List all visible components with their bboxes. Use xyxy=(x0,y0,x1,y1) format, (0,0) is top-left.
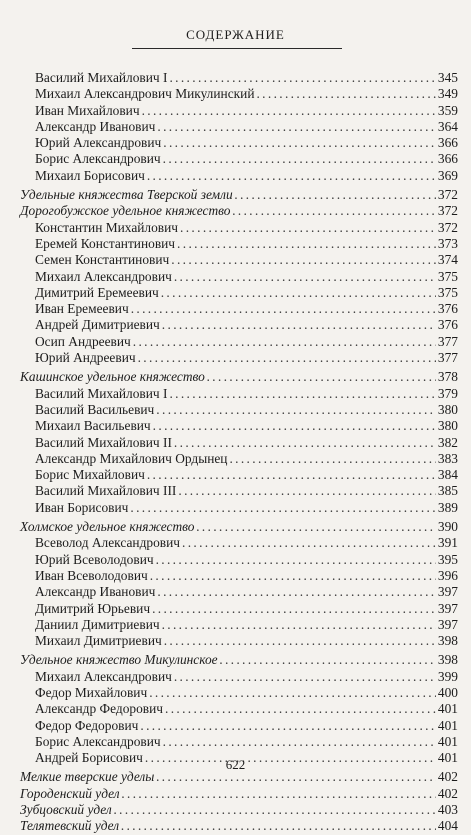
dot-leader xyxy=(165,701,436,717)
toc-entry xyxy=(20,435,458,451)
toc-entry-label: Василий Михайлович I xyxy=(35,385,168,401)
toc-entry-page: 401 xyxy=(437,717,458,733)
dot-leader xyxy=(122,786,436,802)
toc-entry-page: 378 xyxy=(437,369,458,385)
dot-leader xyxy=(163,734,436,750)
toc-section-entry xyxy=(20,786,458,802)
toc-entry-page: 398 xyxy=(437,633,458,649)
toc-entry-label: Иван Еремеевич xyxy=(35,301,129,317)
dot-leader xyxy=(149,685,436,701)
toc-entry-page: 390 xyxy=(437,519,458,535)
dot-leader xyxy=(150,568,436,584)
toc-entry-label: Василий Михайлович III xyxy=(35,483,177,499)
toc-entry xyxy=(20,535,458,551)
toc-entry xyxy=(20,685,458,701)
toc-entry-label: Василий Михайлович I xyxy=(35,70,168,85)
toc-entry-page: 396 xyxy=(437,567,458,583)
toc-section-entry xyxy=(20,818,458,834)
toc-entry-page: 380 xyxy=(437,401,458,417)
toc-entry xyxy=(20,402,458,418)
header-rule xyxy=(132,48,342,49)
toc-entry xyxy=(20,467,458,483)
toc-entry xyxy=(20,285,458,301)
toc-entry-page: 398 xyxy=(437,652,458,668)
dot-leader xyxy=(156,552,436,568)
dot-leader xyxy=(169,386,435,402)
toc-entry xyxy=(20,350,458,366)
toc-entry xyxy=(20,552,458,568)
toc-entry xyxy=(20,451,458,467)
toc-entry-page: 376 xyxy=(437,301,458,317)
dot-leader xyxy=(147,168,436,184)
dot-leader xyxy=(220,652,436,668)
toc-section-entry xyxy=(20,369,458,385)
dot-leader xyxy=(138,350,436,366)
dot-leader xyxy=(156,402,436,418)
toc-entry-page: 369 xyxy=(437,167,458,183)
toc-entry xyxy=(20,86,458,102)
toc-entry-label: Борис Александрович xyxy=(35,151,161,167)
toc-entry-label: Телятевский удел xyxy=(20,818,120,834)
dot-leader xyxy=(178,483,436,499)
dot-leader xyxy=(196,519,435,535)
toc-entry-page: 401 xyxy=(437,750,458,766)
toc-entry-label: Александр Федорович xyxy=(35,701,164,717)
toc-entry xyxy=(20,418,458,434)
dot-leader xyxy=(177,236,436,252)
toc-entry-label: Зубцовский удел xyxy=(20,802,112,818)
toc-entry-page: 400 xyxy=(437,684,458,700)
dot-leader xyxy=(131,301,436,317)
dot-leader xyxy=(121,818,436,834)
toc-entry-label: Федор Михайлович xyxy=(35,684,148,700)
toc-entry-page: 397 xyxy=(437,600,458,616)
toc-entry xyxy=(20,119,458,135)
dot-leader xyxy=(232,203,435,219)
dot-leader xyxy=(140,718,436,734)
toc-entry xyxy=(20,334,458,350)
toc-entry-label: Михаил Димитриевич xyxy=(35,633,162,649)
toc-entry-page: 401 xyxy=(437,701,458,717)
dot-leader xyxy=(174,435,436,451)
toc-entry-label: Юрий Всеволодович xyxy=(35,551,154,567)
toc-entry-label: Дорогобужское удельное княжество xyxy=(20,203,231,219)
toc-entry-page: 366 xyxy=(437,151,458,167)
dot-leader xyxy=(207,369,436,385)
dot-leader xyxy=(114,802,436,818)
dot-leader xyxy=(169,70,435,86)
toc-section-entry xyxy=(20,187,458,203)
toc-entry xyxy=(20,168,458,184)
toc-entry xyxy=(20,718,458,734)
toc-entry-label: Андрей Борисович xyxy=(35,750,143,766)
toc-entry-page: 385 xyxy=(437,483,458,499)
dot-leader xyxy=(256,86,435,102)
toc-entry-label: Даниил Димитриевич xyxy=(35,616,160,632)
toc-entry xyxy=(20,151,458,167)
dot-leader xyxy=(164,633,436,649)
toc-entry-page: 372 xyxy=(437,203,458,219)
toc-entry-page: 399 xyxy=(437,668,458,684)
toc-entry-page: 382 xyxy=(437,434,458,450)
dot-leader xyxy=(180,220,436,236)
dot-leader xyxy=(171,252,436,268)
toc-entry-label: Борис Александрович xyxy=(35,733,161,749)
toc-entry-page: 364 xyxy=(437,118,458,134)
dot-leader xyxy=(142,103,436,119)
dot-leader xyxy=(162,617,436,633)
toc-entry-label: Михаил Александрович xyxy=(35,668,172,684)
toc-entry-page: 377 xyxy=(437,350,458,366)
toc-entry-page: 373 xyxy=(437,235,458,251)
toc-entry-label: Иван Борисович xyxy=(35,499,129,515)
dot-leader xyxy=(133,334,436,350)
toc-entry-label: Михаил Александрович xyxy=(35,268,172,284)
page-header-title: СОДЕРЖАНИЕ xyxy=(186,27,285,42)
toc-entry-label: Александр Иванович xyxy=(35,118,156,134)
toc-entry xyxy=(20,236,458,252)
dot-leader xyxy=(174,669,436,685)
toc-entry-page: 384 xyxy=(437,467,458,483)
toc-entry-label: Городенский удел xyxy=(20,785,120,801)
dot-leader xyxy=(235,187,436,203)
toc-entry-label: Димитрий Еремеевич xyxy=(35,284,159,300)
dot-leader xyxy=(147,467,436,483)
toc-entry-page: 372 xyxy=(437,219,458,235)
toc-entry-label: Борис Михайлович xyxy=(35,467,145,483)
dot-leader xyxy=(162,317,436,333)
toc-entry xyxy=(20,633,458,649)
toc-entry-page: 383 xyxy=(437,450,458,466)
toc-entry-label: Юрий Александрович xyxy=(35,135,162,151)
toc-entry-page: 389 xyxy=(437,499,458,515)
toc-section-entry xyxy=(20,802,458,818)
toc-entry xyxy=(20,317,458,333)
toc-entry-label: Михаил Александрович Микулинский xyxy=(35,86,255,102)
toc-entry-page: 377 xyxy=(437,333,458,349)
dot-leader xyxy=(157,584,436,600)
toc-entry-page: 376 xyxy=(437,317,458,333)
dot-leader xyxy=(130,500,436,516)
toc-entry-label: Семен Константинович xyxy=(35,252,170,268)
toc-entry xyxy=(20,701,458,717)
toc-entry-label: Еремей Константинович xyxy=(35,235,176,251)
toc-entry xyxy=(20,734,458,750)
toc-entry xyxy=(20,617,458,633)
toc-section-entry xyxy=(20,519,458,535)
toc-entry-page: 397 xyxy=(437,616,458,632)
dot-leader xyxy=(229,451,435,467)
dot-leader xyxy=(163,151,436,167)
toc-entry-label: Кашинское удельное княжество xyxy=(20,369,205,385)
toc-entry-label: Василий Васильевич xyxy=(35,401,155,417)
toc-entry-page: 395 xyxy=(437,551,458,567)
toc-entry-page: 366 xyxy=(437,135,458,151)
toc-entry-label: Иван Всеволодович xyxy=(35,567,148,583)
toc-entry xyxy=(20,568,458,584)
toc-section-entry xyxy=(20,203,458,219)
toc-entry xyxy=(20,70,458,86)
toc-entry-page: 402 xyxy=(437,769,458,785)
toc-entry xyxy=(20,252,458,268)
toc-entry-label: Удельные княжества Тверской земли xyxy=(20,187,233,203)
toc-entry xyxy=(20,669,458,685)
toc-entry-page: 375 xyxy=(437,284,458,300)
toc-entry-label: Всеволод Александрович xyxy=(35,535,180,551)
toc-entry-page: 380 xyxy=(437,418,458,434)
toc-entry-label: Холмское удельное княжество xyxy=(20,519,195,535)
toc-entry xyxy=(20,220,458,236)
page-number: 622 xyxy=(225,757,246,772)
toc-entry xyxy=(20,386,458,402)
toc-entry-page: 349 xyxy=(437,86,458,102)
toc-entry-label: Александр Михайлович Ордынец xyxy=(35,450,228,466)
toc-entry-label: Михаил Борисович xyxy=(35,167,145,183)
toc-entry xyxy=(20,269,458,285)
dot-leader xyxy=(161,285,436,301)
toc-entry-page: 391 xyxy=(437,535,458,551)
toc-entry-page: 345 xyxy=(437,70,458,85)
toc-entry-page: 402 xyxy=(437,785,458,801)
toc-entry-label: Федор Федорович xyxy=(35,717,139,733)
dot-leader xyxy=(153,418,436,434)
dot-leader xyxy=(157,119,436,135)
toc-entry xyxy=(20,103,458,119)
dot-leader xyxy=(163,135,436,151)
toc-entry xyxy=(20,135,458,151)
toc-entry-label: Димитрий Юрьевич xyxy=(35,600,151,616)
toc-entry-label: Удельное княжество Микулинское xyxy=(20,652,218,668)
toc-entry-label: Константин Михайлович xyxy=(35,219,179,235)
dot-leader xyxy=(182,535,436,551)
toc-entry-label: Василий Михайлович II xyxy=(35,434,172,450)
toc-entry-page: 375 xyxy=(437,268,458,284)
dot-leader xyxy=(174,269,436,285)
toc-entry-page: 374 xyxy=(437,252,458,268)
toc-entry-label: Осип Андреевич xyxy=(35,333,131,349)
toc-entry-page: 379 xyxy=(437,385,458,401)
toc-entry-page: 404 xyxy=(437,818,458,834)
toc-entry xyxy=(20,301,458,317)
toc-entry-page: 403 xyxy=(437,802,458,818)
dot-leader xyxy=(152,601,436,617)
table-of-contents xyxy=(20,70,458,835)
toc-entry xyxy=(20,584,458,600)
toc-section-entry xyxy=(20,652,458,668)
toc-entry-label: Андрей Димитриевич xyxy=(35,317,160,333)
toc-entry xyxy=(20,483,458,499)
toc-entry-page: 359 xyxy=(437,102,458,118)
toc-entry-page: 397 xyxy=(437,584,458,600)
toc-entry-page: 401 xyxy=(437,733,458,749)
toc-entry-label: Мелкие тверские уделы xyxy=(20,769,155,785)
toc-entry-label: Юрий Андреевич xyxy=(35,350,136,366)
toc-entry xyxy=(20,601,458,617)
toc-entry-page: 372 xyxy=(437,187,458,203)
toc-entry-label: Михаил Васильевич xyxy=(35,418,151,434)
toc-entry-label: Александр Иванович xyxy=(35,584,156,600)
toc-entry-label: Иван Михайлович xyxy=(35,102,140,118)
toc-entry xyxy=(20,500,458,516)
